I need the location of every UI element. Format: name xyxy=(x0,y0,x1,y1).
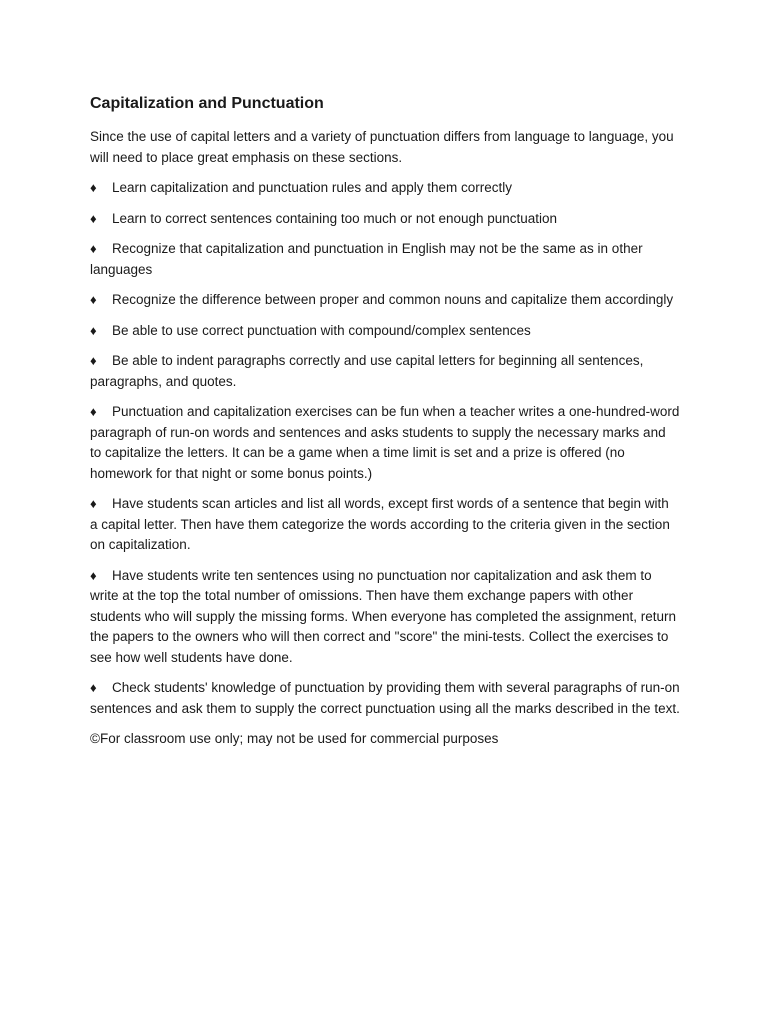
list-item xyxy=(90,494,680,556)
list-item xyxy=(90,402,680,484)
list-item-text: Recognize that capitalization and punctuation in English may not be the same as in other languages xyxy=(90,241,643,277)
diamond-bullet-icon: ♦ xyxy=(90,241,97,256)
diamond-bullet-icon: ♦ xyxy=(90,292,97,307)
list-item xyxy=(90,209,680,230)
list-item-text: Punctuation and capitalization exercises can be fun when a teacher writes a one-hundred-word paragraph of run-on words and sentences and asks students to supply the necessary marks and to capitalize the letters. It can be a game when a time limit is set and a prize is offered (no homework for that night or some bonus points.) xyxy=(90,404,680,481)
list-item-text: Learn to correct sentences containing too much or not enough punctuation xyxy=(112,210,558,226)
list-item-text: Have students write ten sentences using no punctuation nor capitalization and ask them to write at the top the total number of omissions. Then have them exchange papers with other students who will supply the missing forms. When everyone has completed the assignment, return the papers to the owners who will then correct and "score" the mini-tests. Collect the exercises to see how well students have done. xyxy=(90,567,677,665)
list-item xyxy=(90,239,680,280)
list-item-text: Be able to indent paragraphs correctly and use capital letters for beginning all sentences, paragraphs, and quotes. xyxy=(90,353,644,389)
list-item xyxy=(90,566,680,669)
bullet-list xyxy=(90,178,680,719)
diamond-bullet-icon: ♦ xyxy=(90,180,97,195)
diamond-bullet-icon: ♦ xyxy=(90,680,97,695)
list-item-text: Be able to use correct punctuation with compound/complex sentences xyxy=(112,322,531,338)
diamond-bullet-icon: ♦ xyxy=(90,496,97,511)
diamond-bullet-icon: ♦ xyxy=(90,567,97,583)
copyright-notice: ©For classroom use only; may not be used for commercial purposes xyxy=(90,731,499,746)
list-item-text: Learn capitalization and punctuation rules and apply them correctly xyxy=(112,180,512,195)
diamond-bullet-icon: ♦ xyxy=(90,353,97,368)
list-item xyxy=(90,321,680,342)
intro-paragraph: Since the use of capital letters and a variety of punctuation differs from language to language, you will need to place great emphasis on these sections. xyxy=(90,129,674,165)
list-item-text: Recognize the difference between proper and common nouns and capitalize them accordingly xyxy=(112,292,674,307)
list-item xyxy=(90,678,680,719)
list-item xyxy=(90,178,680,199)
list-item xyxy=(90,351,680,392)
diamond-bullet-icon: ♦ xyxy=(90,210,97,226)
list-item-text: Check students' knowledge of punctuation by providing them with several paragraphs of run-on sentences and ask them to supply the correct punctuation using all the marks described in the text. xyxy=(90,680,680,716)
diamond-bullet-icon: ♦ xyxy=(90,404,97,419)
document-page xyxy=(90,93,680,750)
list-item-text: Have students scan articles and list all words, except first words of a sentence that begin with a capital letter. Then have them categorize the words according to the criteria given in the section on capitalization. xyxy=(90,496,670,552)
page-title: Capitalization and Punctuation xyxy=(90,95,324,112)
diamond-bullet-icon: ♦ xyxy=(90,322,97,338)
list-item xyxy=(90,290,680,311)
